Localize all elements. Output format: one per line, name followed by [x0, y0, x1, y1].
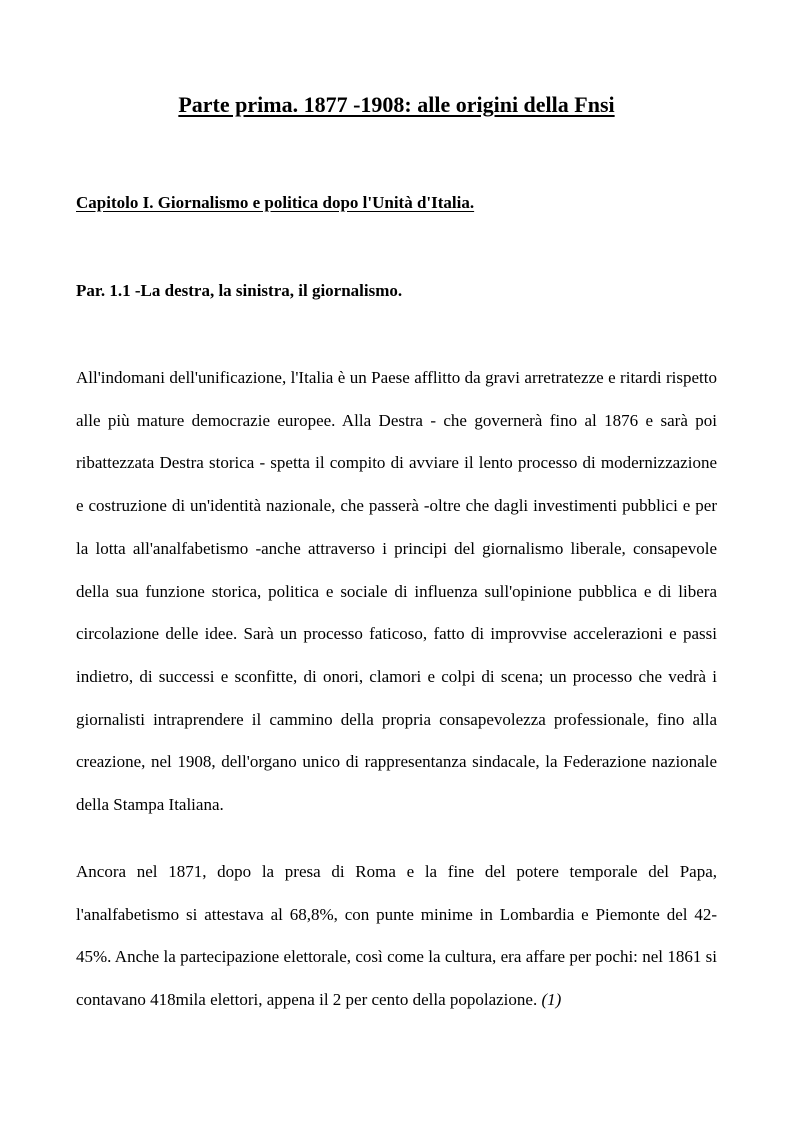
- part-title: Parte prima. 1877 -1908: alle origini della Fnsi: [178, 92, 615, 117]
- footnote-reference[interactable]: (1): [541, 990, 562, 1010]
- paragraph-text: All'indomani dell'unificazione, l'Italia è un Paese afflitto da gravi arretratezze e ritardi rispetto alle più mature democrazie europee. Alla Destra - che governerà fino al 1876 e sarà poi ribattezzata Destra storica - spetta il compito di avviare il lento processo di modernizzazione e costruzione di un'identità nazionale, che passerà -oltre che dagli investimenti pubblici e per la lotta all'analfabetismo -anche attraverso i principi del giornalismo liberale, consapevole della sua funzione storica, politica e sociale di influenza sull'opinione pubblica e di libera circolazione delle idee. Sarà un processo faticoso, fatto di improvvise accelerazioni e passi indietro, di successi e sconfitte, di onori, clamori e colpi di scena; un processo che vedrà i giornalisti intraprendere il cammino della propria consapevolezza professionale, fino alla creazione, nel 1908, dell'organo unico di rappresentanza sindacale, la Federazione nazionale della Stampa Italiana.: [76, 368, 717, 815]
- section-title: Par. 1.1 -La destra, la sinistra, il giornalismo.: [76, 281, 403, 300]
- paragraph-text: Ancora nel 1871, dopo la presa di Roma e la fine del potere temporale del Papa, l'analfabetismo si attestava al 68,8%, con punte minime in Lombardia e Piemonte del 42-45%. Anche la partecipazione elettorale, così come la cultura, era affare per pochi: nel 1861 si contavano 418mila elettori, appena il 2 per cento della popolazione.: [76, 862, 717, 1010]
- paragraph: [76, 357, 717, 827]
- chapter-title: Capitolo I. Giornalismo e politica dopo l'Unità d'Italia.: [76, 193, 475, 212]
- paragraph: [76, 851, 717, 1022]
